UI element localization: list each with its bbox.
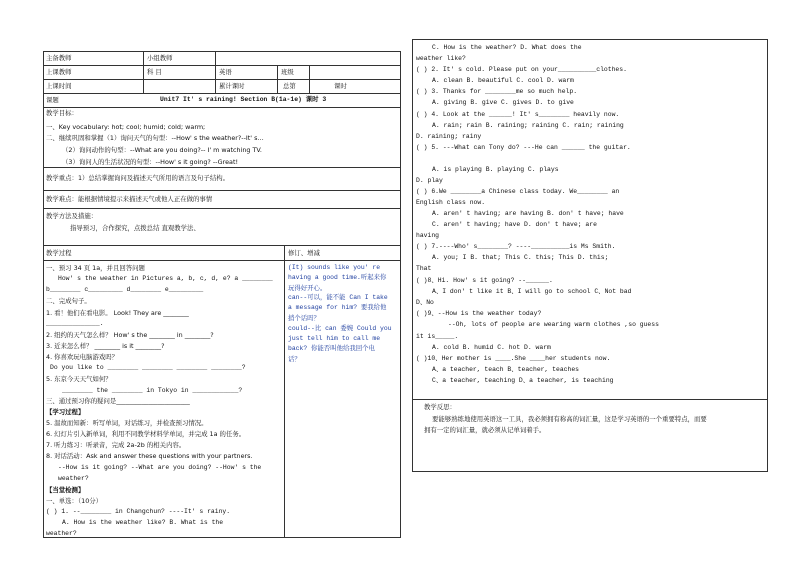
- header-col-rule: [309, 65, 310, 93]
- note-line: 话？: [288, 355, 301, 363]
- sentence-item: 1. 看！他们在看电影。 Look! They are ________: [46, 309, 189, 317]
- step-item: weather?: [58, 475, 89, 482]
- process-col-title: 教学过程: [46, 249, 72, 257]
- note-line: 捎个话吗？: [288, 314, 320, 322]
- single-choice-heading: 一、单选：（10分）: [46, 497, 103, 505]
- preview-heading: 一、预习 34 页 1a，并且回答问题: [46, 264, 145, 272]
- mc-question: ( ) 6.We ________a Chinese class today. We________ an: [416, 188, 620, 195]
- step-item: 8. 对话活动：Ask and answer these questions with your partners.: [46, 452, 253, 460]
- mc-question: ( ) 5. ---What can Tony do? ---He can ______ the guitar.: [416, 144, 631, 151]
- method-text: 指导预习，合作探究，点拨总结 直观教学法、: [70, 224, 200, 232]
- note-line: just tell him to call me: [288, 335, 381, 342]
- total-label: 总第: [283, 82, 296, 90]
- goal-line: （3）询问人的生活状况的句型：--How' s it going? --Great!: [62, 158, 239, 166]
- mc-options: A. aren' t having; are having B. don' t have; have: [432, 210, 624, 217]
- mc-options: A. giving B. give C. gives D. to give: [432, 99, 574, 106]
- section-rule: [43, 245, 401, 246]
- sentence-blank: Do you like to ________ ________ ________ ________?: [50, 364, 246, 371]
- mc-options: A、I don' t like it B、I will go to school C、Not bad: [432, 288, 632, 295]
- check-title: 【当堂检测】: [46, 486, 85, 494]
- note-line: back? 你能否叫他给我回个电: [288, 345, 375, 352]
- step-item: 6. 幻灯片引入新单词，利用不同教学材料学单词，并完成 1a 的任务。: [46, 430, 246, 438]
- mc-question: ( ) 7.----Who' s________? ----__________is Ms Smith.: [416, 243, 616, 250]
- learn-title: 【学习过程】: [46, 408, 85, 416]
- mc-options: D. play: [416, 177, 443, 184]
- reflection-text: 要能够熟练地使用英语这一工具，我必须拥有称高的词汇量，这是学习英语的一个重要特点，而要: [432, 415, 707, 423]
- note-line: could--比 can 委婉 Could you: [288, 325, 392, 332]
- topic-value: Unit7 It' s raining! Section B(1a-1e) 课时 3: [160, 96, 327, 103]
- mc-options: weather?: [46, 530, 77, 537]
- mc-options: weather like?: [416, 55, 466, 62]
- note-line: can--可以，能不能 Can I take: [288, 294, 388, 301]
- section-rule: [43, 208, 401, 209]
- mc-options: That: [416, 265, 432, 272]
- mc-question: ( )8、Hi. How' s it going? --______.: [416, 277, 553, 284]
- class-teacher-label: 上课教师: [46, 68, 72, 76]
- cumulative-label: 累计课时: [219, 82, 245, 90]
- step-item: 5. 温故而知新：听写单词，对话练习，并检查预习情况。: [46, 419, 208, 427]
- header-col-rule: [277, 65, 278, 93]
- grade-label: 班级: [281, 68, 294, 76]
- section-rule: [43, 190, 401, 191]
- notes-col-title: 修订、增减: [288, 249, 320, 257]
- reflection-text: 拥有一定的词汇量，就必须从记单词着手。: [424, 426, 546, 434]
- question-prompt: 三、通过预习你的疑问是_______________________: [46, 397, 190, 405]
- subject-value: 英语: [219, 68, 232, 76]
- mc-options: A. How is the weather like? B. What is the: [62, 519, 224, 526]
- group-teacher-label: 小组教师: [147, 54, 173, 62]
- header-col-rule: [215, 51, 216, 93]
- mc-question: ( )10、Her mother is ____.She ____her students now.: [416, 355, 611, 362]
- sentence-blank: ________ the ________ in Tokyo in ____________?: [62, 387, 243, 394]
- mc-question: ( )9、--How is the weather today?: [416, 310, 542, 317]
- reflection-title: 教学反思：: [424, 403, 456, 411]
- section-rule: [43, 260, 401, 261]
- process-col-rule: [284, 245, 285, 538]
- sentence-item: 4. 你喜欢玩电脑游戏吗？: [46, 353, 119, 361]
- mc-question: --Oh, lots of people are wearing warm clothes ,so guess: [448, 321, 659, 328]
- header-rule: [43, 93, 401, 94]
- mc-question: ( ) 2. It' s cold. Please put on your__________clothes.: [416, 66, 627, 73]
- header-col-rule: [143, 51, 144, 93]
- mc-options: A. you; I B. that; This C. this; This D. this;: [432, 254, 609, 261]
- header-rule: [43, 79, 401, 80]
- note-line: a message for him? 要我给他: [288, 304, 387, 311]
- complete-heading: 二、完成句子。: [46, 297, 91, 305]
- sentence-item: 2. 纽约的天气怎么样？ How' s the ________ in ________?: [46, 331, 214, 339]
- goal-line: 二、继续巩固和掌握（1）询问天气的句型：--How' s the weather?--It' s…: [46, 134, 264, 142]
- mc-options: A. cold B. humid C. hot D. warm: [432, 344, 551, 351]
- step-item: 7. 听力练习：听录音，完成 2a-2b 的相关内容。: [46, 441, 186, 449]
- sentence-item: 3. 近来怎么样？ ________ is it ________?: [46, 342, 165, 350]
- goals-title: 教学目标：: [46, 109, 78, 117]
- note-line: (It) sounds like you' re: [288, 264, 381, 271]
- method-title: 教学方法及措施：: [46, 212, 98, 220]
- mc-question: English class now.: [416, 199, 486, 206]
- prep-teacher-label: 主备教师: [46, 54, 72, 62]
- topic-label: 课题: [46, 96, 59, 104]
- preview-question: How' s the weather in Pictures a, b, c, d, e? a ________: [58, 275, 273, 282]
- mc-options: A. is playing B. playing C. plays: [432, 166, 559, 173]
- goal-line: （2）询问动作的句型：--What are you doing?-- I' m watching TV.: [62, 146, 262, 154]
- mc-options: A. clean B. beautiful C. cool D. warm: [432, 77, 574, 84]
- class-time-label: 上课时间: [46, 82, 72, 90]
- goal-line: 一、Key vocabulary: hot; cool; humid; cold; warm;: [46, 123, 206, 131]
- mc-options: A、a teacher, teach B、teacher, teaches: [432, 366, 580, 373]
- mc-question: ( ) 4. Look at the ______! It' s________ heavily now.: [416, 111, 620, 118]
- subject-label: 科 目: [147, 68, 162, 76]
- section-rule: [43, 167, 401, 168]
- mc-question: ( ) 1. --________ in Changchun? ----It' s rainy.: [46, 508, 231, 515]
- preview-blanks: b________ c_________ d________ e_________: [46, 286, 204, 293]
- mc-options: A. rain; rain B. raining; raining C. rain; raining: [432, 122, 624, 129]
- period-label: 课时: [334, 82, 347, 90]
- step-item: --How is it going? --What are you doing? --How' s the: [58, 464, 262, 471]
- reflection-rule: [412, 399, 768, 400]
- sentence-blank: ______________.: [46, 320, 104, 327]
- mc-question: ( ) 3. Thanks for ________me so much help.: [416, 88, 578, 95]
- mc-options: having: [416, 232, 440, 239]
- difficulty: 教学难点：能根据情境提示来描述天气或他人正在做的事情: [46, 195, 213, 203]
- note-line: 玩得好开心。: [288, 284, 327, 292]
- note-line: having a good time.听起来你: [288, 274, 387, 281]
- sentence-item: 5. 东京今天天气如何？: [46, 375, 112, 383]
- mc-options: D、No: [416, 299, 434, 306]
- mc-question: it is_____.: [416, 333, 459, 340]
- mc-options: C. aren' t having; have D. don' t have; are: [432, 221, 597, 228]
- mc-options: D. raining; rainy: [416, 133, 482, 140]
- header-rule: [43, 65, 401, 66]
- header-rule: [43, 107, 401, 108]
- mc-options: C、a teacher, teaching D、a teacher, is teaching: [432, 377, 614, 384]
- mc-options: C. How is the weather? D. What does the: [432, 44, 582, 51]
- key-point: 教学重点：1）总结掌握询问及描述天气所用的语言及句子结构。: [46, 174, 230, 182]
